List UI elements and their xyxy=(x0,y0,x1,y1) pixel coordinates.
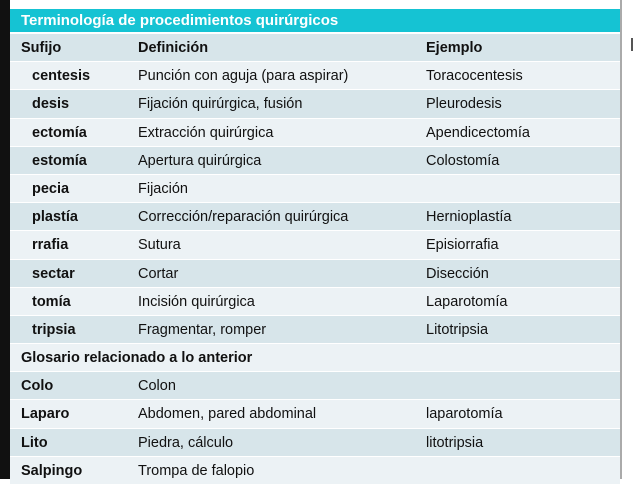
suffix-term: estomía xyxy=(32,152,87,169)
glossary-example: laparotomía xyxy=(426,406,503,423)
table-row xyxy=(10,147,620,175)
suffix-example: Apendicectomía xyxy=(426,124,530,141)
suffix-definition: Extracción quirúrgica xyxy=(138,124,274,141)
table-title: Terminología de procedimientos quirúrgicos xyxy=(10,9,620,32)
glossary-example: litotripsia xyxy=(426,434,484,451)
suffix-definition: Punción con aguja (para aspirar) xyxy=(138,68,349,85)
table-row xyxy=(10,429,620,457)
table-row xyxy=(10,288,620,316)
suffix-example: Hernioplastía xyxy=(426,209,512,226)
suffix-example: Episiorrafia xyxy=(426,237,499,254)
suffix-example: Disección xyxy=(426,265,489,282)
glossary-heading-row xyxy=(10,344,620,372)
glossary-definition: Trompa de falopio xyxy=(138,462,255,479)
table-row xyxy=(10,231,620,259)
suffix-definition: Fijación quirúrgica, fusión xyxy=(138,96,303,113)
glossary-term: Lito xyxy=(21,434,48,451)
suffix-term: plastía xyxy=(32,209,78,226)
table-row xyxy=(10,62,620,90)
suffix-term: tripsia xyxy=(32,321,76,338)
suffix-term: rrafia xyxy=(32,237,69,254)
corner-mark xyxy=(631,38,633,51)
table-row xyxy=(10,119,620,147)
suffix-definition: Corrección/reparación quirúrgica xyxy=(138,209,349,226)
suffix-example: Colostomía xyxy=(426,152,500,169)
suffix-definition: Incisión quirúrgica xyxy=(138,293,255,310)
glossary-term: Salpingo xyxy=(21,462,83,479)
terminology-table xyxy=(10,34,620,485)
suffix-definition: Apertura quirúrgica xyxy=(138,152,262,169)
table-row xyxy=(10,90,620,118)
glossary-heading: Glosario relacionado a lo anterior xyxy=(21,350,253,367)
header-row xyxy=(10,34,620,62)
suffix-definition: Fragmentar, romper xyxy=(138,321,267,338)
header-suffix: Sufijo xyxy=(21,40,62,56)
right-scroll-edge xyxy=(620,0,622,479)
table-row xyxy=(10,316,620,344)
table-row xyxy=(10,260,620,288)
suffix-term: ectomía xyxy=(32,124,87,141)
header-example: Ejemplo xyxy=(426,40,483,56)
right-margin xyxy=(620,0,638,479)
suffix-definition: Sutura xyxy=(138,237,181,254)
suffix-example: Pleurodesis xyxy=(426,96,502,113)
suffix-term: sectar xyxy=(32,265,75,282)
suffix-term: centesis xyxy=(32,68,91,85)
table-row xyxy=(10,203,620,231)
suffix-definition: Cortar xyxy=(138,265,179,282)
suffix-term: tomía xyxy=(32,293,71,310)
suffix-example: Litotripsia xyxy=(426,321,489,338)
glossary-term: Colo xyxy=(21,378,54,395)
left-frame-border xyxy=(0,0,10,479)
glossary-definition: Abdomen, pared abdominal xyxy=(138,406,317,423)
table-row xyxy=(10,372,620,400)
table-row xyxy=(10,457,620,485)
suffix-term: desis xyxy=(32,96,70,113)
suffix-example: Laparotomía xyxy=(426,293,508,310)
glossary-definition: Piedra, cálculo xyxy=(138,434,234,451)
suffix-term: pecia xyxy=(32,180,70,197)
glossary-definition: Colon xyxy=(138,378,176,395)
header-definition: Definición xyxy=(138,40,209,56)
table-row xyxy=(10,175,620,203)
glossary-term: Laparo xyxy=(21,406,70,423)
table-row xyxy=(10,400,620,428)
suffix-example: Toracocentesis xyxy=(426,68,523,85)
suffix-definition: Fijación xyxy=(138,180,188,197)
